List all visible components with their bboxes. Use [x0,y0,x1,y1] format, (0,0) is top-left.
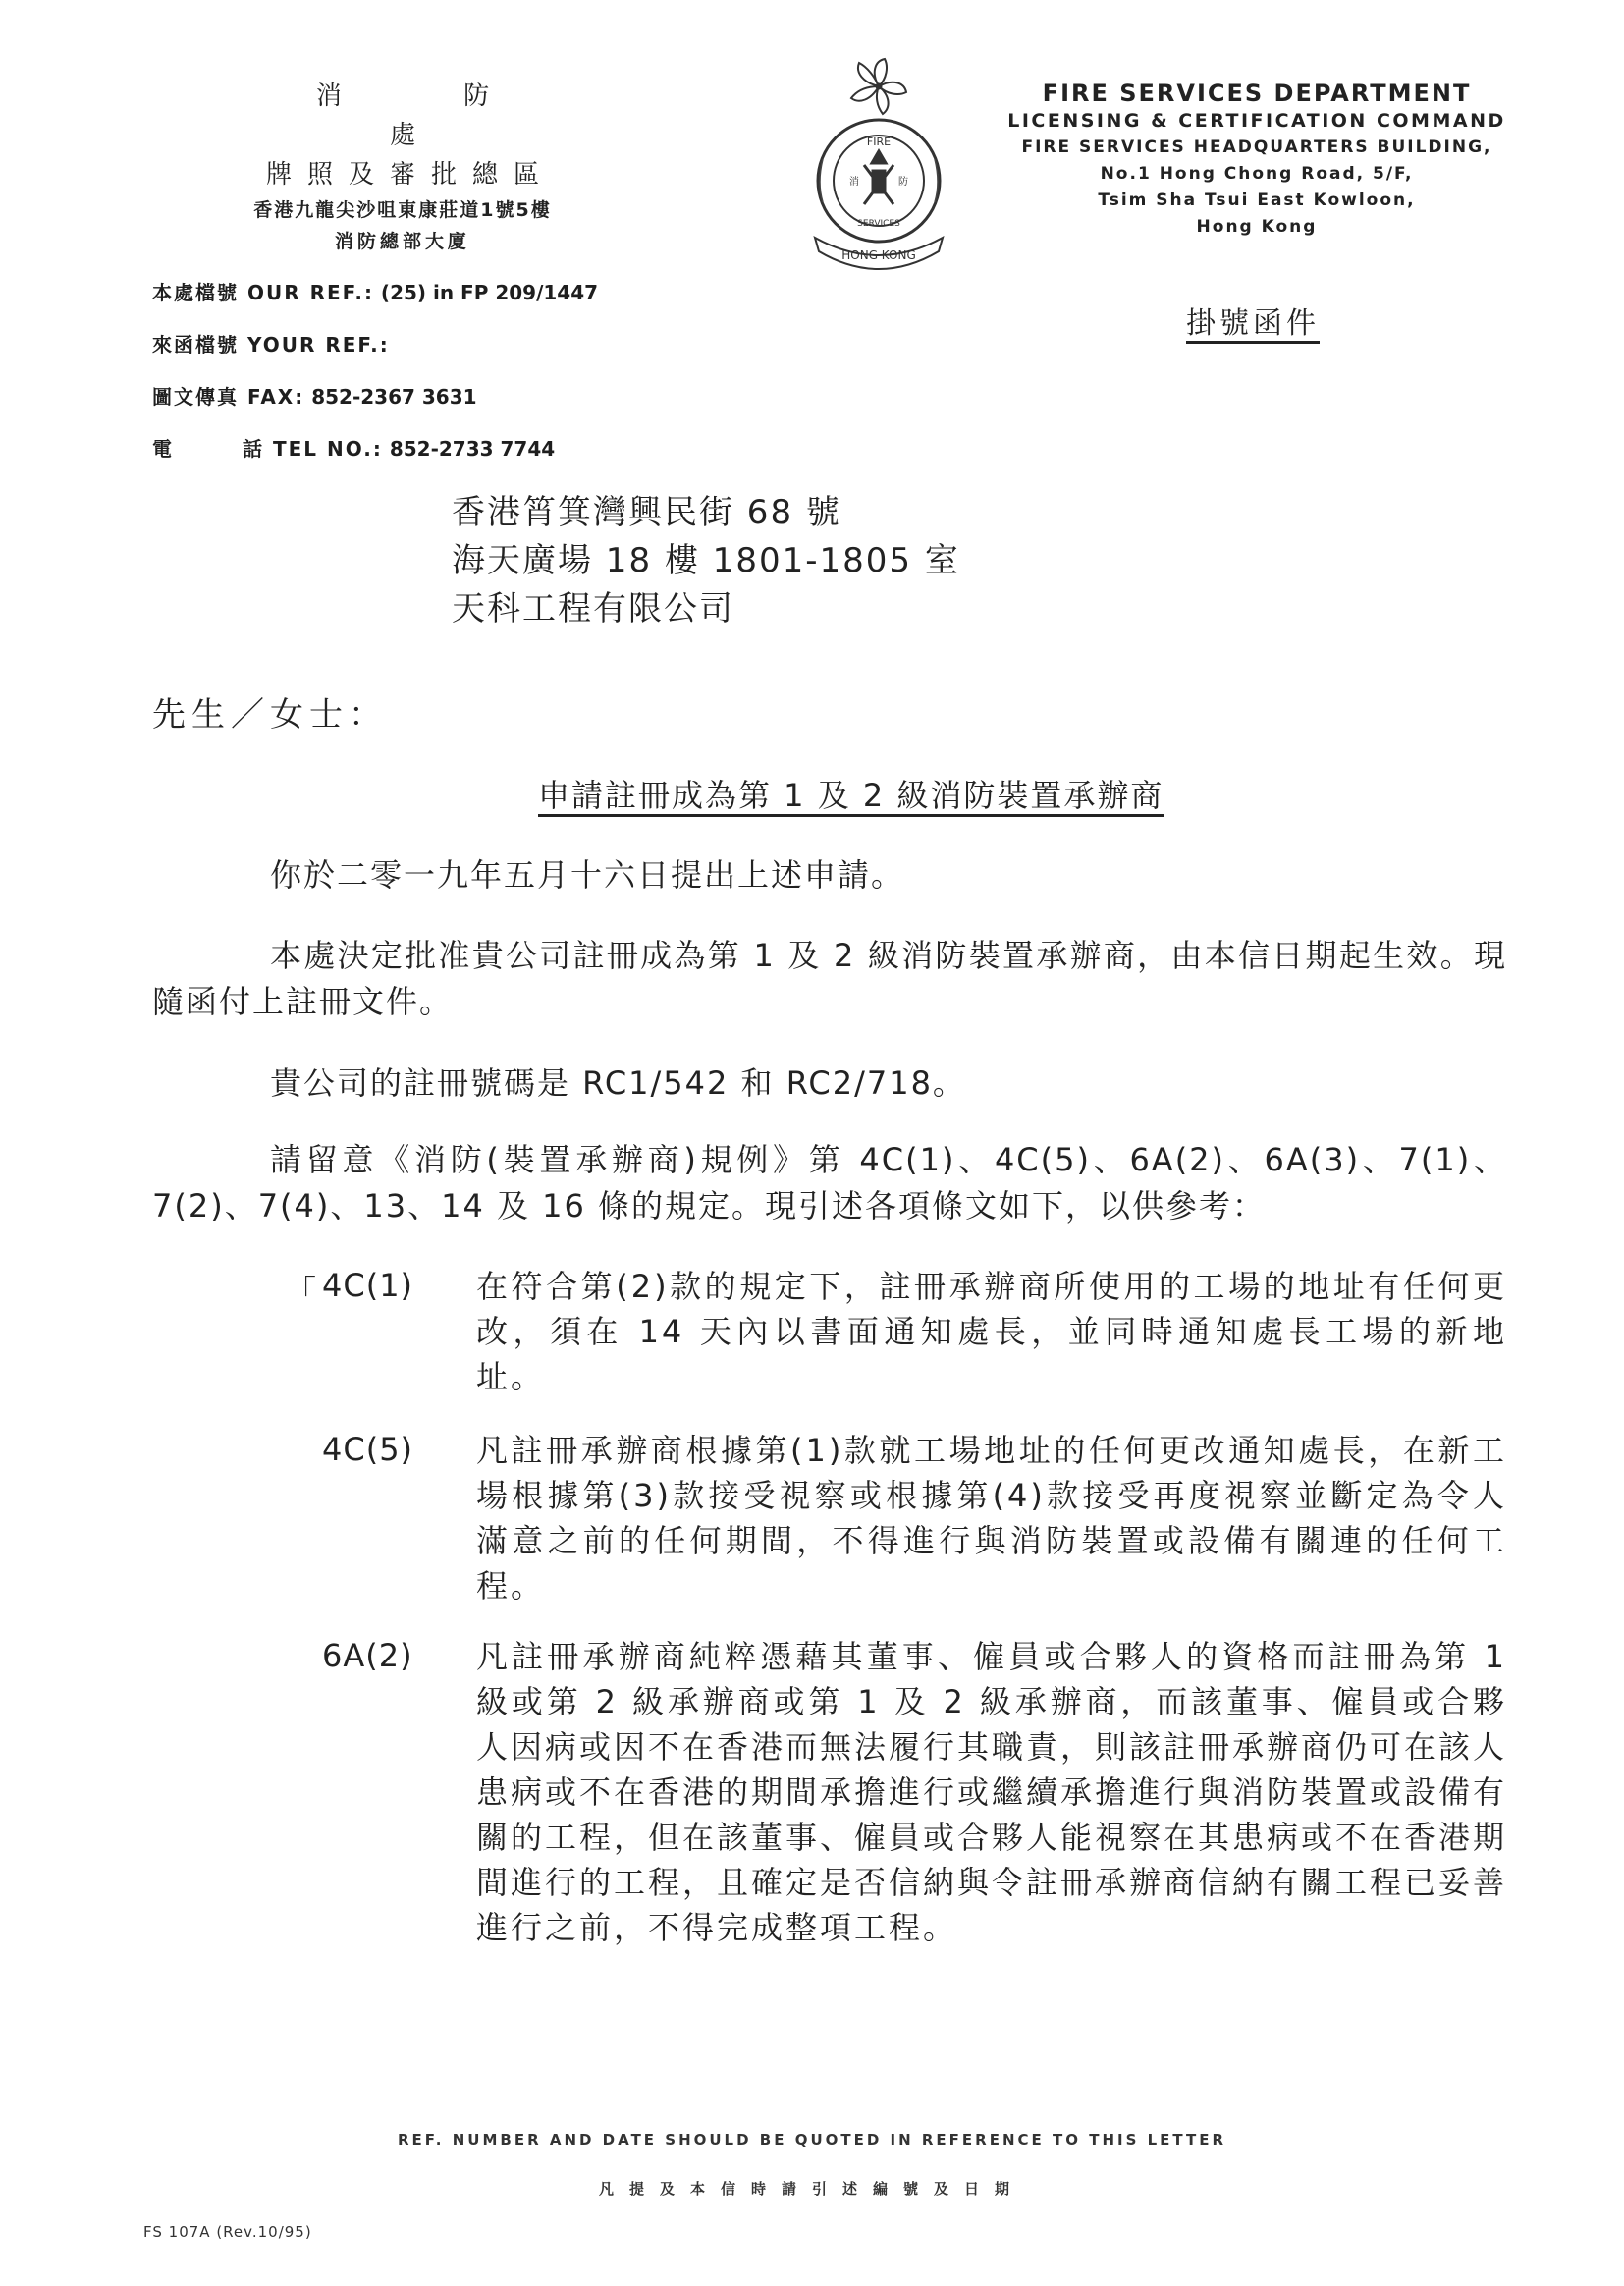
tel-row [152,433,598,485]
recipient-address [452,489,960,633]
paragraph-3: 貴公司的註冊號碼是 RC1/542 和 RC2/718。 [270,1064,966,1102]
fax-value: 852-2367 3631 [311,385,477,408]
dept-name-cn: 消 防 處 [315,82,547,150]
section-text-2: 凡註冊承辦商根據第(1)款就工場地址的任何更改通知處長，在新工場根據第(3)款接受視察或根據第(4)款接受再度視察並斷定為令人滿意之前的任何期間，不得進行與消防裝置或設備有關連的任何工程。 [476,1432,1507,1605]
section-number-3: 6A(2) [322,1637,413,1674]
section-number-1: 4C(1) [322,1267,414,1304]
your-ref-label: 來函檔號 YOUR REF.: [152,333,390,356]
tel-label-a: 電 [152,437,172,461]
paragraph-1: 你於二零一九年五月十六日提出上述申請。 [270,856,905,894]
fire-services-crest-icon [785,55,972,271]
building-en: FIRE SERVICES HEADQUARTERS BUILDING, [1021,137,1492,157]
crest-left-char: 消 [849,177,859,188]
address-en-3: Hong Kong [1196,217,1318,237]
reference-block [152,277,598,485]
building-cn: 消防總部大廈 [334,231,470,252]
subject-heading: 申請註冊成為第 1 及 2 級消防裝置承辦商 [538,777,1164,814]
recipient-line-2: 海天廣場 18 樓 1801-1805 室 [452,541,960,580]
fax-row [152,381,598,433]
recipient-line-1: 香港筲箕灣興民街 68 號 [452,493,841,532]
chinese-letterhead [196,77,609,257]
our-ref-value: (25) in FP 209/1447 [380,281,599,304]
our-ref-row [152,277,598,329]
english-letterhead [982,79,1532,241]
fax-label: 圖文傳真 FAX: [152,385,305,408]
command-name-cn: 牌照及審批總區 [265,160,555,190]
crest-ribbon-text: HONG KONG [841,248,916,262]
section-text-1: 在符合第(2)款的規定下，註冊承辦商所使用的工場的地址有任何更改，須在 14 天內以書面通知處長，並同時通知處長工場的新地址。 [476,1268,1507,1395]
registered-mail-label: 掛號函件 [1186,306,1320,341]
command-name-en: LICENSING & CERTIFICATION COMMAND [1007,110,1506,132]
section-open-quote: 「 [285,1273,318,1310]
footer-reference-note-en: REF. NUMBER AND DATE SHOULD BE QUOTED IN REFERENCE TO THIS LETTER [397,2131,1227,2149]
recipient-line-3: 天科工程有限公司 [452,589,734,628]
paragraph-4: 請留意《消防(裝置承辦商)規例》第 4C(1)、4C(5)、6A(2)、6A(3)、7(1)、7(2)、7(4)、13、14 及 16 條的規定。現引述各項條文如下，以供參考： [152,1141,1507,1225]
crest-bottom-text: SERVICES [857,219,900,229]
section-number-2: 4C(5) [322,1431,414,1468]
tel-value: 852-2733 7744 [389,437,556,461]
paragraph-2: 本處決定批准貴公司註冊成為第 1 及 2 級消防裝置承辦商，由本信日期起生效。現隨函付上註冊文件。 [152,937,1507,1020]
salutation: 先生／女士： [152,695,388,735]
section-text-3: 凡註冊承辦商純粹憑藉其董事、僱員或合夥人的資格而註冊為第 1 級或第 2 級承辦商或第 1 及 2 級承辦商，而該董事、僱員或合夥人因病或因不在香港而無法履行其職責，則該註冊承辦商仍可在該人患病或不在香港的期間承擔進行或繼續承擔進行與消防裝置或設備有關的工程，但在該董事、僱員或合夥人能視察在其患病或不在香港期間進行的工程，且確定是否信納與令註冊承辦商信納有關工程已妥善進行之前，不得完成整項工程。 [476,1638,1508,1946]
tel-label-b: 話 TEL NO.: [243,437,383,461]
address-en-2: Tsim Sha Tsui East Kowloon, [1098,190,1416,210]
crest-top-text: FIRE [866,136,892,148]
address-cn: 香港九龍尖沙咀東康莊道1號5樓 [253,199,552,221]
crest-right-char: 防 [898,177,908,188]
address-en-1: No.1 Hong Chong Road, 5/F, [1100,164,1414,184]
your-ref-row [152,329,598,381]
footer-reference-note-cn: 凡提及本信時請引述編號及日期 [598,2180,1025,2198]
dept-name-en: FIRE SERVICES DEPARTMENT [1042,80,1472,107]
form-number: FS 107A (Rev.10/95) [143,2223,312,2241]
our-ref-label: 本處檔號 OUR REF.: [152,281,374,304]
